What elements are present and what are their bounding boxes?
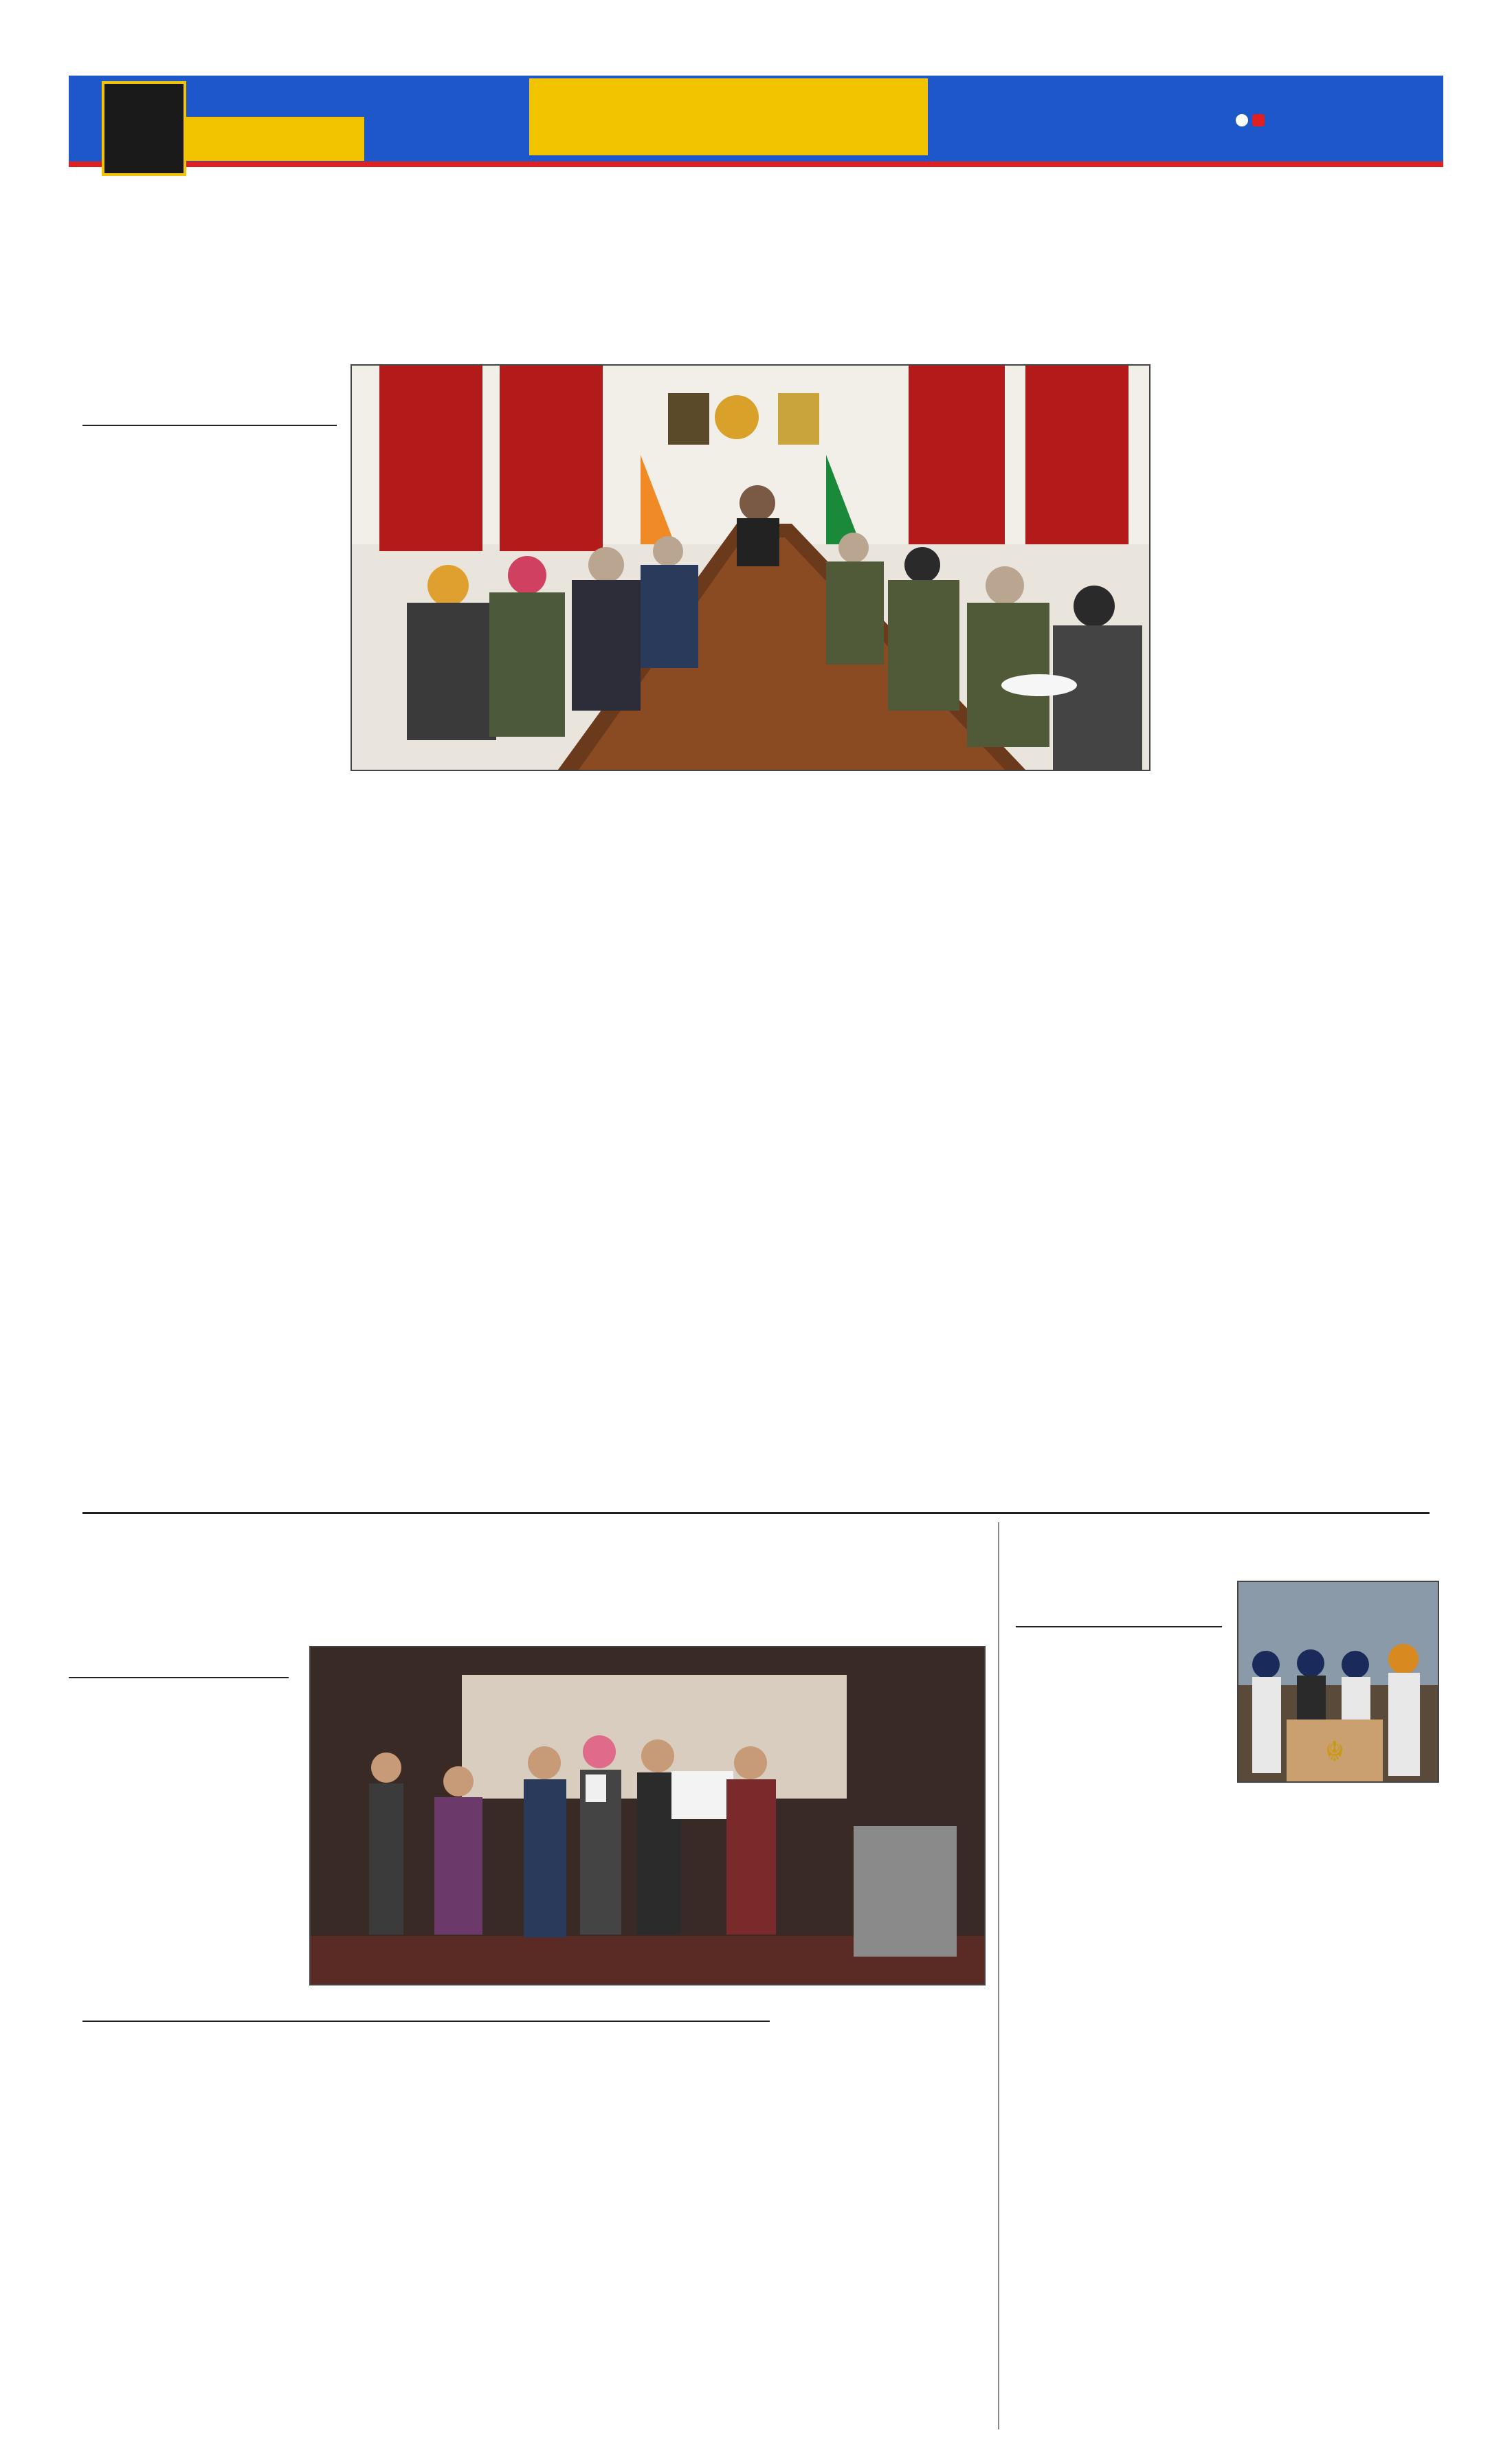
- green-byline-rule: [69, 1677, 289, 1678]
- lead-photo-meeting: [351, 364, 1150, 771]
- lead-col2: [351, 778, 653, 1493]
- lead-col4: [893, 778, 1148, 1493]
- lead-col3: [670, 778, 876, 1493]
- brand-nameplate[interactable]: [529, 78, 928, 155]
- green-award-photo: [309, 1646, 986, 1985]
- lead-byline-rule: [82, 425, 337, 426]
- award-photo-graphic: [311, 1647, 984, 1984]
- green-col2: [309, 1993, 632, 2433]
- youtube-icon: [1252, 114, 1265, 126]
- column-divider: [998, 1522, 999, 2429]
- gurdwara-byline-rule: [1016, 1626, 1222, 1627]
- section-divider-2: [82, 2021, 770, 2022]
- gurdwara-photo-graphic: [1238, 1582, 1438, 1781]
- publication-logo[interactable]: [102, 81, 186, 176]
- social-handle[interactable]: [1236, 111, 1269, 128]
- green-col1: [69, 1685, 289, 2427]
- svg-text:☬: ☬: [1324, 1736, 1345, 1768]
- section-divider-1: [82, 1512, 1430, 1514]
- green-col3: [649, 1993, 983, 2433]
- lead-col5: [1163, 371, 1438, 1498]
- edition-label: [186, 117, 364, 161]
- gurdwara-photo: [1237, 1581, 1439, 1783]
- meeting-photo-graphic: [352, 366, 1149, 770]
- gurdwara-col-right: [1016, 1794, 1436, 2021]
- lead-col1: [76, 438, 337, 1511]
- facebook-icon: [1236, 114, 1248, 126]
